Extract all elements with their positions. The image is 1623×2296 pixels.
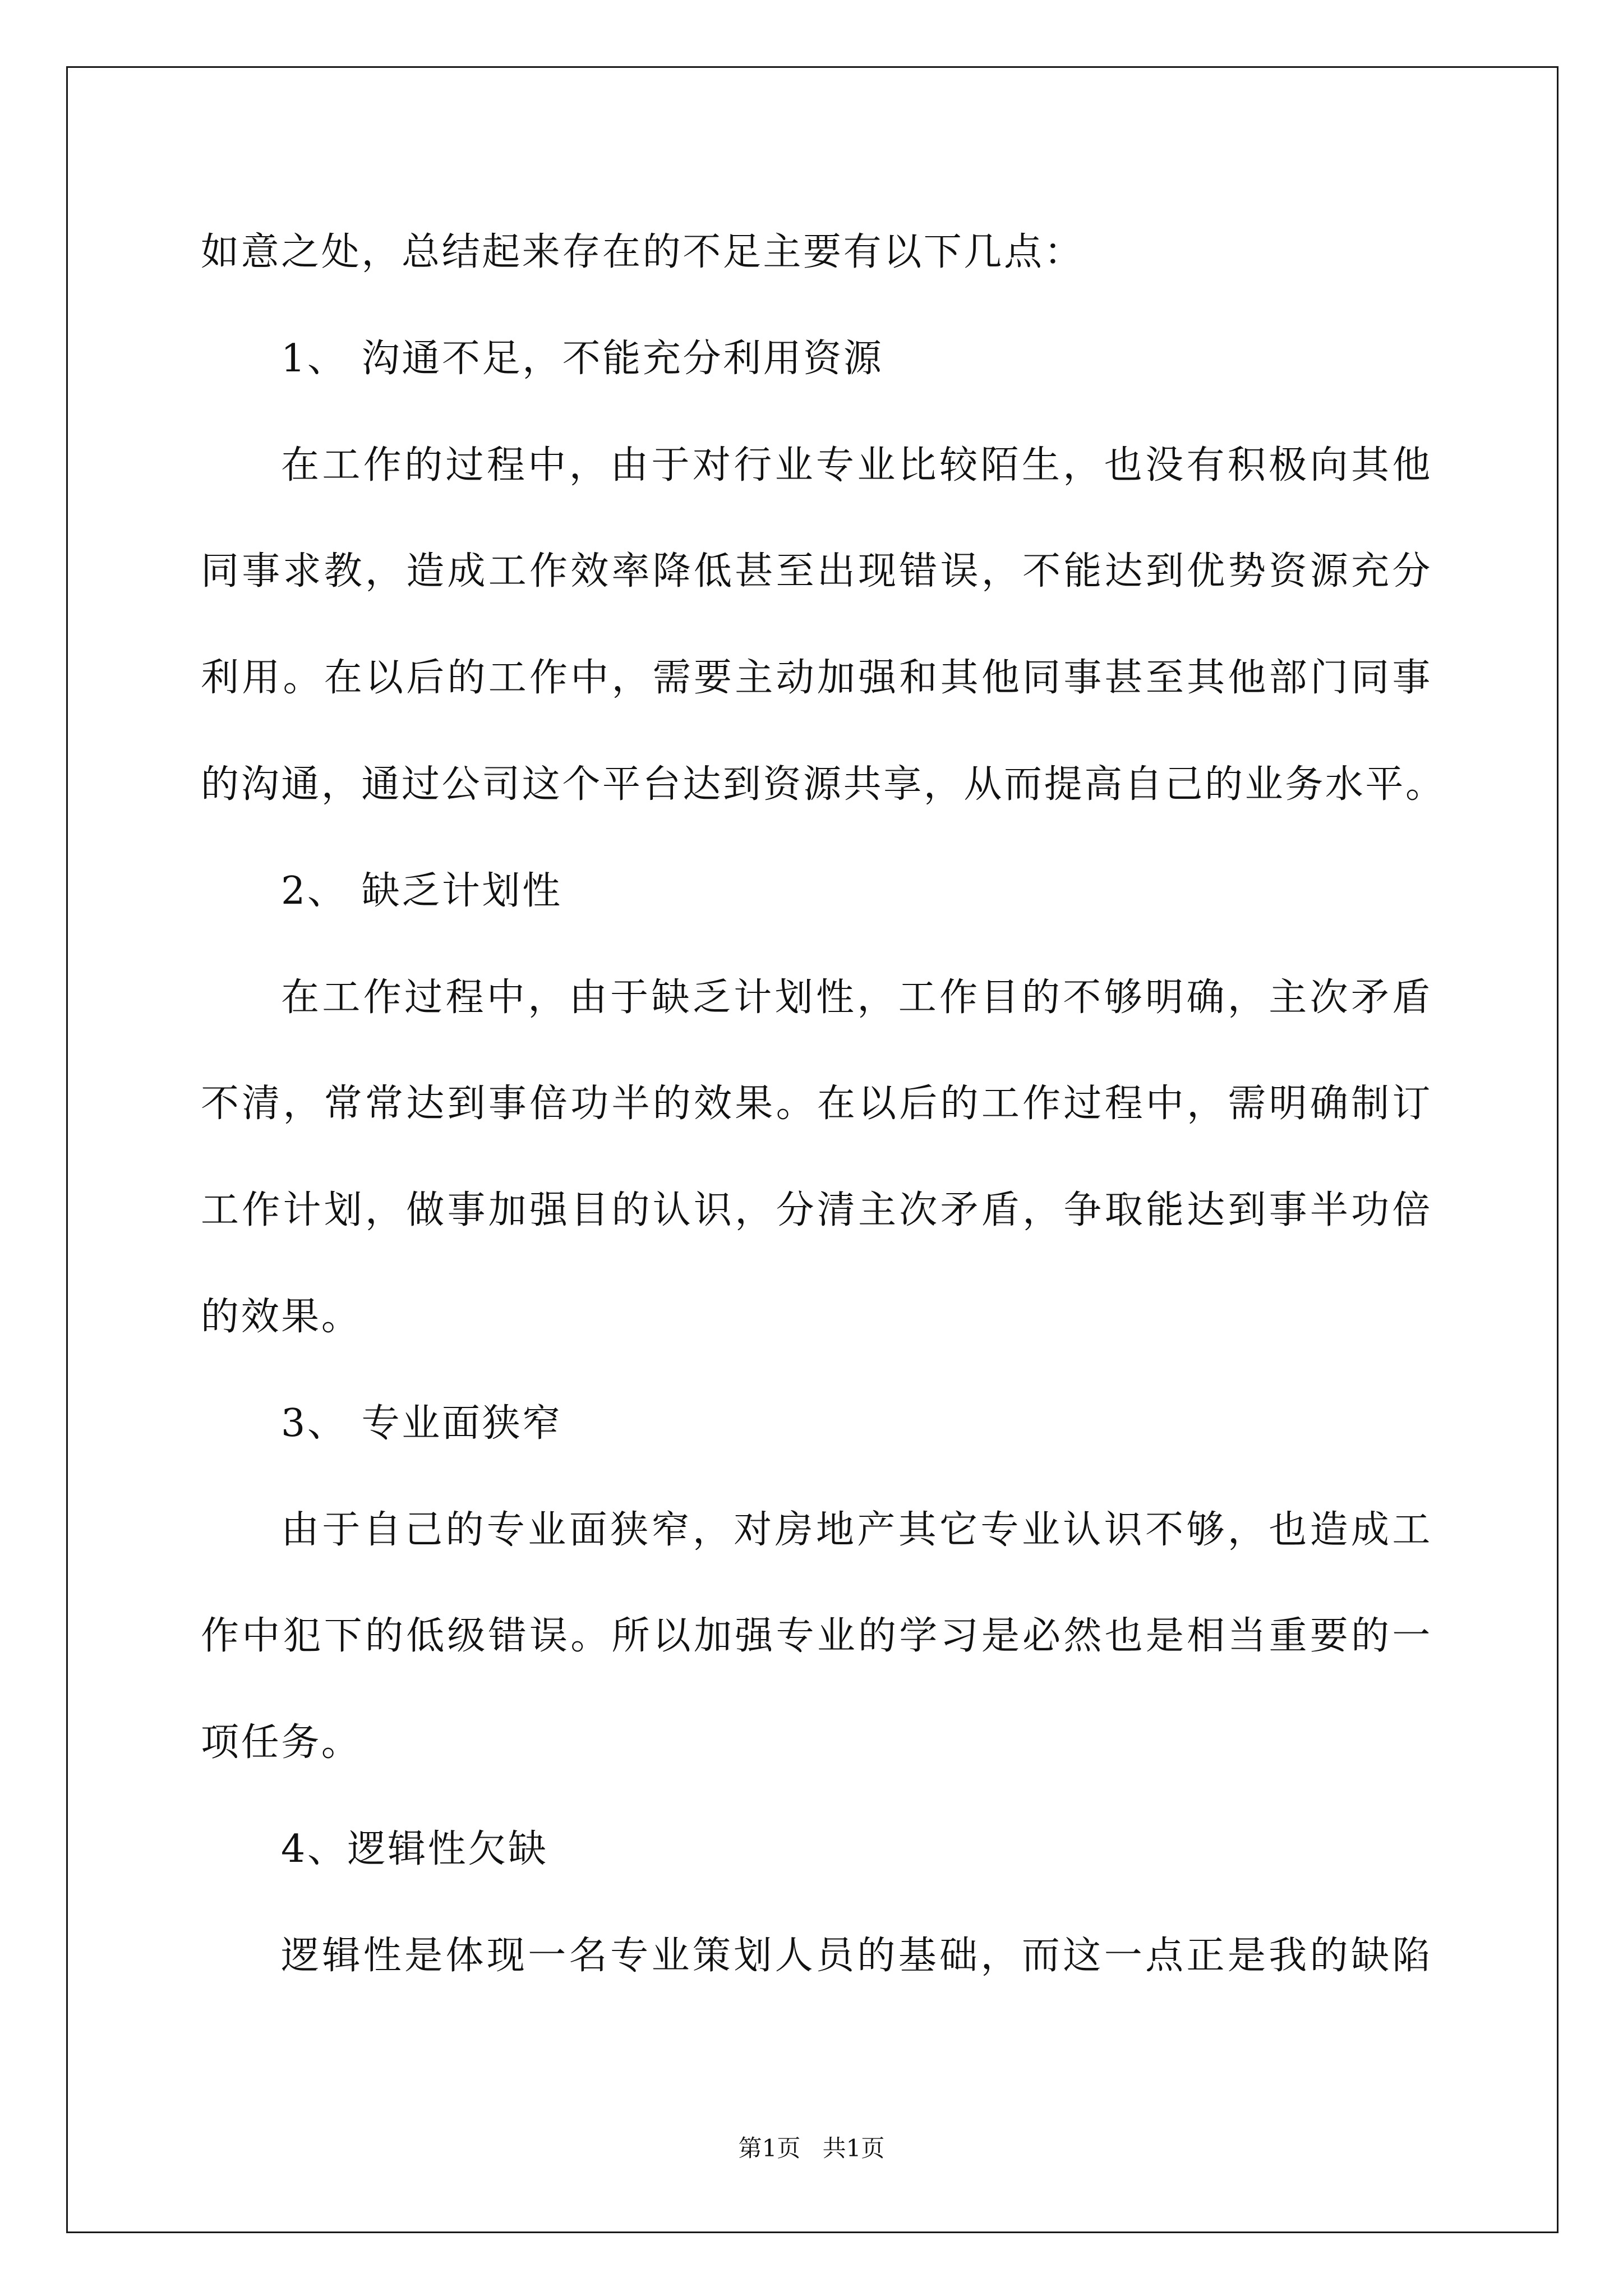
paragraph-line: 工作计划，做事加强目的认识，分清主次矛盾，争取能达到事半功倍 xyxy=(201,1188,1432,1233)
paragraph-line: 如意之处，总结起来存在的不足主要有以下几点： xyxy=(201,230,1085,274)
paragraph-line: 不清，常常达到事倍功半的效果。在以后的工作过程中，需明确制订 xyxy=(201,1082,1432,1126)
section-heading: 3、 专业面狭窄 xyxy=(281,1401,562,1446)
section-heading: 2、 缺乏计划性 xyxy=(281,868,562,913)
paragraph-line: 在工作的过程中，由于对行业专业比较陌生，也没有积极向其他 xyxy=(281,443,1432,487)
paragraph-line: 由于自己的专业面狭窄，对房地产其它专业认识不够，也造成工 xyxy=(281,1507,1432,1552)
section-heading: 4、逻辑性欠缺 xyxy=(281,1826,548,1871)
section-heading: 1、 沟通不足，不能充分利用资源 xyxy=(281,336,884,381)
paragraph-line: 逻辑性是体现一名专业策划人员的基础，而这一点正是我的缺陷 xyxy=(281,1933,1432,1978)
section-2 xyxy=(201,838,1432,1370)
section-1 xyxy=(201,306,1446,838)
paragraph-line: 的沟通，通过公司这个平台达到资源共享，从而提高自己的业务水平。 xyxy=(201,762,1446,807)
page-number-footer: 第1页 共1页 xyxy=(738,2134,885,2162)
paragraph-line: 项任务。 xyxy=(201,1720,362,1765)
document-body xyxy=(201,199,1446,2009)
paragraph-line: 利用。在以后的工作中，需要主动加强和其他同事甚至其他部门同事 xyxy=(201,656,1432,701)
paragraph-line: 在工作过程中，由于缺乏计划性，工作目的不够明确，主次矛盾 xyxy=(281,975,1432,1020)
section-3 xyxy=(201,1370,1432,1796)
section-4 xyxy=(201,1796,1432,2009)
paragraph-line: 的效果。 xyxy=(201,1294,362,1339)
paragraph-line: 作中犯下的低级错误。所以加强专业的学习是必然也是相当重要的一 xyxy=(201,1614,1432,1659)
paragraph-line: 同事求教，造成工作效率降低甚至出现错误，不能达到优势资源充分 xyxy=(201,549,1432,594)
